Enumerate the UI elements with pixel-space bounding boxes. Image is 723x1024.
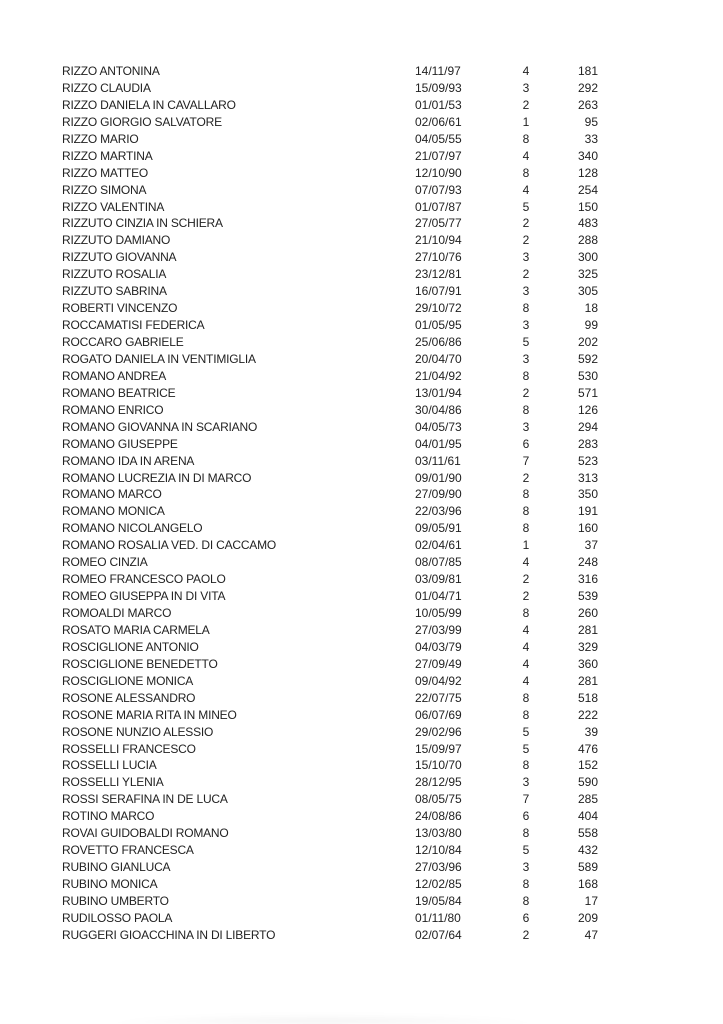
category-number: 3: [522, 419, 530, 434]
table-row: [62, 182, 598, 199]
value-number: 592: [577, 351, 598, 366]
person-name: ROTINO MARCO: [62, 809, 155, 824]
category-number: 5: [522, 741, 530, 756]
value-number: 222: [577, 707, 598, 722]
value-number: 168: [577, 877, 598, 891]
category-number: 2: [522, 385, 530, 400]
person-name: ROSCIGLIONE BENEDETTO: [62, 656, 218, 671]
category-number: 6: [522, 910, 530, 925]
person-name: ROMEO CINZIA: [62, 555, 148, 570]
category-number: 8: [522, 504, 530, 519]
table-row: [62, 741, 598, 758]
value-number: 539: [577, 589, 598, 604]
value-number: 283: [577, 436, 598, 451]
birth-date: 04/05/55: [415, 131, 462, 146]
value-number: 160: [577, 521, 598, 536]
value-number: 263: [577, 97, 598, 112]
person-name: ROMANO GIOVANNA IN SCARIANO: [62, 419, 258, 434]
birth-date: 09/04/92: [415, 673, 462, 688]
birth-date: 27/09/49: [415, 656, 462, 671]
person-name: RIZZO CLAUDIA: [62, 80, 151, 95]
category-number: 3: [522, 284, 530, 299]
table-row: [62, 199, 598, 216]
birth-date: 29/02/96: [415, 724, 462, 739]
birth-date: 21/04/92: [415, 368, 462, 383]
table-row: [62, 757, 598, 774]
category-number: 3: [522, 250, 530, 265]
value-number: 325: [577, 267, 598, 282]
category-number: 2: [522, 572, 530, 587]
table-row: [62, 300, 598, 317]
birth-date: 01/07/87: [415, 199, 462, 214]
birth-date: 20/04/70: [415, 351, 462, 366]
value-number: 37: [584, 538, 598, 553]
category-number: 6: [522, 436, 530, 451]
person-name: ROCCAMATISI FEDERICA: [62, 318, 205, 333]
value-number: 281: [577, 673, 598, 688]
table-row: [62, 165, 598, 182]
birth-date: 07/07/93: [415, 182, 462, 197]
person-name: ROMANO MARCO: [62, 487, 162, 502]
table-row: [62, 114, 598, 131]
person-name: RIZZO SIMONA: [62, 182, 147, 197]
value-number: 281: [577, 622, 598, 637]
category-number: 3: [522, 775, 530, 790]
person-name: RIZZUTO CINZIA IN SCHIERA: [62, 216, 223, 231]
table-row: [62, 639, 598, 656]
birth-date: 06/07/69: [415, 707, 462, 722]
value-number: 350: [577, 487, 598, 502]
birth-date: 27/03/96: [415, 860, 462, 875]
category-number: 8: [522, 402, 530, 417]
table-row: [62, 774, 598, 791]
person-name: RIZZUTO GIOVANNA: [62, 250, 177, 265]
person-name: RIZZUTO SABRINA: [62, 284, 167, 299]
category-number: 8: [522, 893, 530, 908]
value-number: 518: [577, 690, 598, 705]
birth-date: 16/07/91: [415, 284, 462, 299]
table-row: [62, 97, 598, 114]
category-number: 4: [522, 148, 530, 163]
birth-date: 30/04/86: [415, 402, 462, 417]
birth-date: 27/05/77: [415, 216, 462, 231]
table-row: [62, 402, 598, 419]
table-row: [62, 80, 598, 97]
category-number: 8: [522, 368, 530, 383]
person-name: RUBINO UMBERTO: [62, 893, 169, 908]
table-row: [62, 571, 598, 588]
category-number: 5: [522, 724, 530, 739]
value-number: 288: [577, 233, 598, 248]
category-number: 2: [522, 216, 530, 231]
table-row: [62, 825, 598, 842]
person-name: ROMOALDI MARCO: [62, 606, 172, 620]
category-number: 8: [522, 606, 530, 620]
person-name: ROMANO ANDREA: [62, 368, 167, 383]
birth-date: 01/01/53: [415, 97, 462, 112]
person-name: ROSSELLI FRANCESCO: [62, 741, 196, 756]
birth-date: 03/11/61: [415, 453, 461, 468]
birth-date: 24/08/86: [415, 809, 462, 824]
table-row: [62, 419, 598, 436]
table-row: [62, 537, 598, 554]
category-number: 1: [522, 538, 530, 553]
table-row: [62, 334, 598, 351]
person-name: RIZZUTO ROSALIA: [62, 267, 167, 282]
person-name: ROSSELLI LUCIA: [62, 758, 157, 773]
value-number: 202: [577, 335, 598, 349]
table-row: [62, 317, 598, 334]
category-number: 8: [522, 131, 530, 146]
birth-date: 12/10/84: [415, 843, 462, 858]
value-number: 305: [577, 284, 598, 299]
category-number: 7: [522, 453, 530, 468]
table-row: [62, 283, 598, 300]
value-number: 254: [577, 182, 598, 197]
table-row: [62, 520, 598, 537]
category-number: 3: [522, 860, 530, 875]
birth-date: 08/07/85: [415, 555, 462, 570]
table-row: [62, 791, 598, 808]
birth-date: 22/07/75: [415, 690, 462, 705]
table-row: [62, 351, 598, 368]
table-row: [62, 436, 598, 453]
value-number: 294: [577, 419, 598, 434]
birth-date: 15/09/93: [415, 80, 462, 95]
birth-date: 04/03/79: [415, 639, 462, 654]
table-row: [62, 690, 598, 707]
category-number: 8: [522, 487, 530, 502]
person-name: RIZZUTO DAMIANO: [62, 233, 171, 248]
value-number: 360: [577, 656, 598, 671]
category-number: 3: [522, 318, 530, 333]
category-number: 4: [522, 182, 530, 197]
table-row: [62, 842, 598, 859]
person-name: ROMANO NICOLANGELO: [62, 521, 203, 536]
category-number: 7: [522, 792, 530, 807]
birth-date: 04/05/73: [415, 419, 462, 434]
birth-date: 01/11/80: [415, 910, 461, 925]
person-name: RIZZO MARTINA: [62, 148, 153, 163]
scan-shadow-artifact: [115, 1014, 530, 1024]
birth-date: 27/10/76: [415, 250, 462, 265]
birth-date: 01/04/71: [415, 589, 462, 604]
category-number: 8: [522, 877, 530, 891]
person-name: ROGATO DANIELA IN VENTIMIGLIA: [62, 351, 256, 366]
category-number: 4: [522, 656, 530, 671]
birth-date: 01/05/95: [415, 318, 462, 333]
category-number: 5: [522, 843, 530, 858]
person-name: ROMANO ROSALIA VED. DI CACCAMO: [62, 538, 277, 553]
value-number: 285: [577, 792, 598, 807]
value-number: 248: [577, 555, 598, 570]
person-name: ROMANO GIUSEPPE: [62, 436, 178, 451]
category-number: 8: [522, 521, 530, 536]
value-number: 530: [577, 368, 598, 383]
value-number: 523: [577, 453, 598, 468]
category-number: 4: [522, 673, 530, 688]
value-number: 340: [577, 148, 598, 163]
table-row: [62, 215, 598, 232]
table-row: [62, 910, 598, 927]
person-name: ROSCIGLIONE ANTONIO: [62, 639, 199, 654]
category-number: 2: [522, 927, 530, 942]
person-name: ROMANO MONICA: [62, 504, 165, 519]
person-name: ROMANO IDA IN ARENA: [62, 453, 195, 468]
person-name: ROSSELLI YLENIA: [62, 775, 164, 790]
person-name: ROSSI SERAFINA IN DE LUCA: [62, 792, 228, 807]
person-name: ROSONE MARIA RITA IN MINEO: [62, 707, 237, 722]
table-row: [62, 927, 598, 944]
person-name: ROSATO MARIA CARMELA: [62, 622, 210, 637]
value-number: 18: [584, 301, 598, 316]
birth-date: 14/11/97: [415, 64, 461, 78]
table-row: [62, 486, 598, 503]
category-number: 8: [522, 707, 530, 722]
birth-date: 15/09/97: [415, 741, 462, 756]
value-number: 292: [577, 80, 598, 95]
table-row: [62, 656, 598, 673]
category-number: 6: [522, 809, 530, 824]
table-row: [62, 554, 598, 571]
value-number: 571: [577, 385, 598, 400]
birth-date: 19/05/84: [415, 893, 462, 908]
birth-date: 02/07/64: [415, 927, 462, 942]
category-number: 8: [522, 165, 530, 180]
category-number: 5: [522, 335, 530, 349]
category-number: 8: [522, 690, 530, 705]
category-number: 2: [522, 97, 530, 112]
table-row: [62, 131, 598, 148]
table-row: [62, 470, 598, 487]
birth-date: 29/10/72: [415, 301, 462, 316]
value-number: 128: [577, 165, 598, 180]
table-row: [62, 893, 598, 910]
table-row: [62, 707, 598, 724]
category-number: 3: [522, 80, 530, 95]
person-name: RIZZO ANTONINA: [62, 64, 160, 78]
person-name: RUDILOSSO PAOLA: [62, 910, 173, 925]
birth-date: 21/10/94: [415, 233, 462, 248]
category-number: 4: [522, 555, 530, 570]
records-list: [62, 63, 598, 944]
table-row: [62, 876, 598, 893]
person-name: ROBERTI VINCENZO: [62, 301, 178, 316]
birth-date: 13/01/94: [415, 385, 462, 400]
person-name: ROVAI GUIDOBALDI ROMANO: [62, 826, 229, 841]
table-row: [62, 266, 598, 283]
value-number: 126: [577, 402, 598, 417]
value-number: 432: [577, 843, 598, 858]
value-number: 476: [577, 741, 598, 756]
category-number: 8: [522, 826, 530, 841]
birth-date: 04/01/95: [415, 436, 462, 451]
birth-date: 15/10/70: [415, 758, 462, 773]
birth-date: 27/09/90: [415, 487, 462, 502]
table-row: [62, 622, 598, 639]
table-row: [62, 148, 598, 165]
table-row: [62, 588, 598, 605]
value-number: 329: [577, 639, 598, 654]
birth-date: 02/04/61: [415, 538, 462, 553]
table-row: [62, 859, 598, 876]
value-number: 590: [577, 775, 598, 790]
value-number: 191: [577, 504, 598, 519]
birth-date: 02/06/61: [415, 114, 462, 129]
birth-date: 13/03/80: [415, 826, 462, 841]
table-row: [62, 673, 598, 690]
table-row: [62, 63, 598, 80]
person-name: RIZZO VALENTINA: [62, 199, 165, 214]
category-number: 2: [522, 589, 530, 604]
category-number: 4: [522, 622, 530, 637]
birth-date: 25/06/86: [415, 335, 462, 349]
value-number: 404: [577, 809, 598, 824]
value-number: 260: [577, 606, 598, 620]
category-number: 1: [522, 114, 530, 129]
birth-date: 10/05/99: [415, 606, 462, 620]
birth-date: 08/05/75: [415, 792, 462, 807]
birth-date: 23/12/81: [415, 267, 462, 282]
person-name: ROSONE ALESSANDRO: [62, 690, 196, 705]
person-name: ROMEO GIUSEPPA IN DI VITA: [62, 589, 226, 604]
person-name: RUBINO GIANLUCA: [62, 860, 171, 875]
category-number: 4: [522, 64, 530, 78]
category-number: 2: [522, 267, 530, 282]
person-name: ROSONE NUNZIO ALESSIO: [62, 724, 214, 739]
table-row: [62, 605, 598, 622]
birth-date: 22/03/96: [415, 504, 462, 519]
value-number: 209: [577, 910, 598, 925]
value-number: 99: [584, 318, 598, 333]
value-number: 316: [577, 572, 598, 587]
person-name: ROCCARO GABRIELE: [62, 335, 184, 349]
person-name: ROSCIGLIONE MONICA: [62, 673, 194, 688]
birth-date: 21/07/97: [415, 148, 462, 163]
birth-date: 09/01/90: [415, 470, 462, 485]
value-number: 95: [584, 114, 598, 129]
person-name: ROMANO LUCREZIA IN DI MARCO: [62, 470, 252, 485]
table-row: [62, 808, 598, 825]
person-name: ROVETTO FRANCESCA: [62, 843, 194, 858]
table-row: [62, 453, 598, 470]
category-number: 8: [522, 758, 530, 773]
category-number: 3: [522, 351, 530, 366]
value-number: 39: [584, 724, 598, 739]
person-name: RIZZO MATTEO: [62, 165, 149, 180]
value-number: 33: [584, 131, 598, 146]
value-number: 152: [577, 758, 598, 773]
category-number: 2: [522, 233, 530, 248]
person-name: ROMANO ENRICO: [62, 402, 164, 417]
birth-date: 27/03/99: [415, 622, 462, 637]
value-number: 558: [577, 826, 598, 841]
table-row: [62, 249, 598, 266]
value-number: 589: [577, 860, 598, 875]
person-name: ROMANO BEATRICE: [62, 385, 176, 400]
person-name: RUBINO MONICA: [62, 877, 158, 891]
person-name: RUGGERI GIOACCHINA IN DI LIBERTO: [62, 927, 276, 942]
table-row: [62, 724, 598, 741]
value-number: 47: [584, 927, 598, 942]
table-row: [62, 385, 598, 402]
birth-date: 28/12/95: [415, 775, 462, 790]
value-number: 181: [577, 64, 598, 78]
person-name: ROMEO FRANCESCO PAOLO: [62, 572, 226, 587]
value-number: 17: [584, 893, 598, 908]
value-number: 313: [577, 470, 598, 485]
birth-date: 12/10/90: [415, 165, 462, 180]
category-number: 2: [522, 470, 530, 485]
category-number: 8: [522, 301, 530, 316]
value-number: 150: [577, 199, 598, 214]
table-row: [62, 368, 598, 385]
person-name: RIZZO MARIO: [62, 131, 139, 146]
category-number: 4: [522, 639, 530, 654]
birth-date: 03/09/81: [415, 572, 462, 587]
birth-date: 09/05/91: [415, 521, 462, 536]
person-name: RIZZO DANIELA IN CAVALLARO: [62, 97, 236, 112]
value-number: 300: [577, 250, 598, 265]
value-number: 483: [577, 216, 598, 231]
category-number: 5: [522, 199, 530, 214]
table-row: [62, 232, 598, 249]
person-name: RIZZO GIORGIO SALVATORE: [62, 114, 222, 129]
table-row: [62, 503, 598, 520]
birth-date: 12/02/85: [415, 877, 462, 891]
